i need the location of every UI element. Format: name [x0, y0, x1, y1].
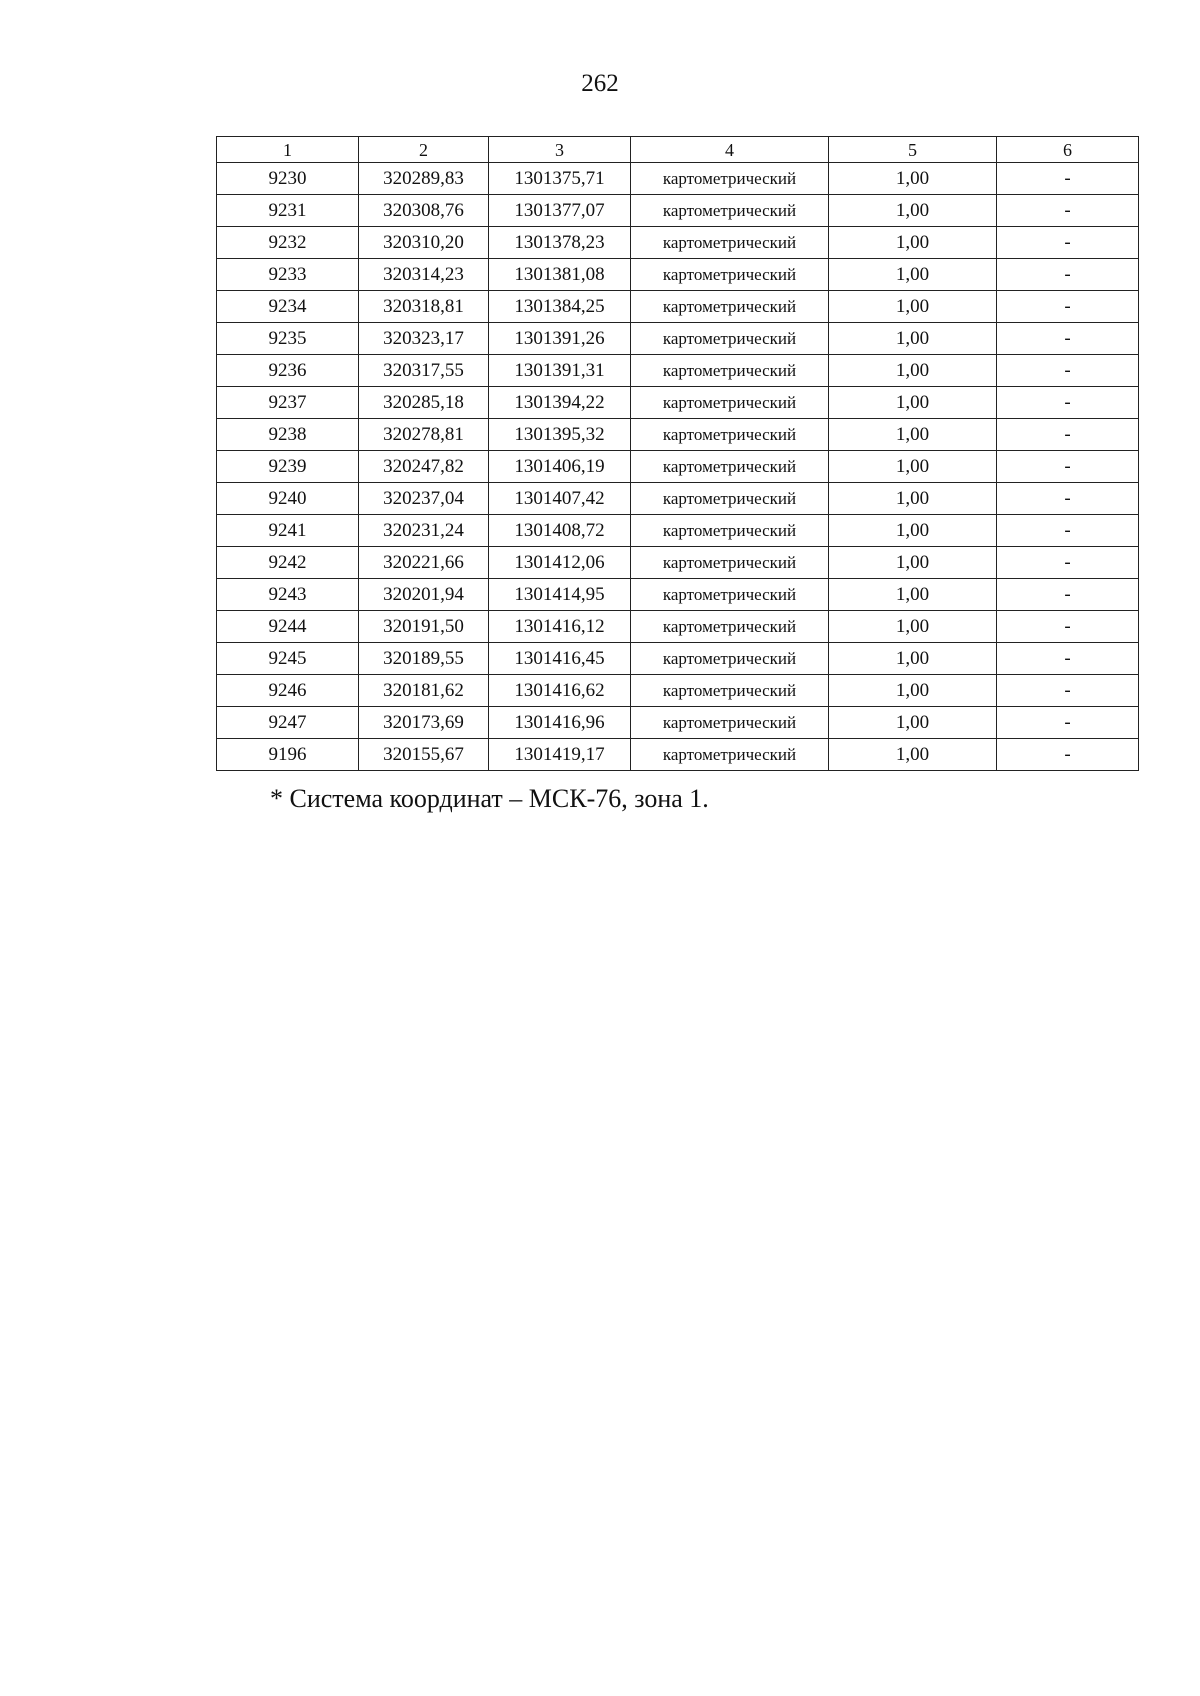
y-coordinate-cell: 1301416,96 — [489, 707, 631, 739]
accuracy-cell: 1,00 — [829, 259, 997, 291]
point-number-cell: 9245 — [217, 643, 359, 675]
point-number-cell: 9239 — [217, 451, 359, 483]
x-coordinate-cell: 320323,17 — [359, 323, 489, 355]
table-row — [217, 451, 1139, 483]
y-coordinate-cell: 1301407,42 — [489, 483, 631, 515]
method-cell: картометрический — [631, 675, 829, 707]
accuracy-cell: 1,00 — [829, 515, 997, 547]
point-number-cell: 9242 — [217, 547, 359, 579]
accuracy-cell: 1,00 — [829, 675, 997, 707]
point-number-cell: 9241 — [217, 515, 359, 547]
description-cell: - — [997, 227, 1139, 259]
x-coordinate-cell: 320289,83 — [359, 163, 489, 195]
table-row — [217, 227, 1139, 259]
accuracy-cell: 1,00 — [829, 323, 997, 355]
description-cell: - — [997, 675, 1139, 707]
table-row — [217, 355, 1139, 387]
coordinates-table — [216, 136, 1139, 771]
y-coordinate-cell: 1301391,26 — [489, 323, 631, 355]
table-body — [217, 163, 1139, 771]
accuracy-cell: 1,00 — [829, 387, 997, 419]
table-row — [217, 195, 1139, 227]
y-coordinate-cell: 1301395,32 — [489, 419, 631, 451]
x-coordinate-cell: 320308,76 — [359, 195, 489, 227]
accuracy-cell: 1,00 — [829, 195, 997, 227]
x-coordinate-cell: 320181,62 — [359, 675, 489, 707]
x-coordinate-cell: 320191,50 — [359, 611, 489, 643]
description-cell: - — [997, 643, 1139, 675]
description-cell: - — [997, 355, 1139, 387]
x-coordinate-cell: 320237,04 — [359, 483, 489, 515]
table-row — [217, 611, 1139, 643]
table-row — [217, 163, 1139, 195]
accuracy-cell: 1,00 — [829, 739, 997, 771]
table-row — [217, 547, 1139, 579]
point-number-cell: 9247 — [217, 707, 359, 739]
point-number-cell: 9238 — [217, 419, 359, 451]
table-header-row — [217, 137, 1139, 163]
x-coordinate-cell: 320285,18 — [359, 387, 489, 419]
description-cell: - — [997, 387, 1139, 419]
y-coordinate-cell: 1301381,08 — [489, 259, 631, 291]
x-coordinate-cell: 320318,81 — [359, 291, 489, 323]
x-coordinate-cell: 320201,94 — [359, 579, 489, 611]
description-cell: - — [997, 195, 1139, 227]
method-cell: картометрический — [631, 707, 829, 739]
point-number-cell: 9232 — [217, 227, 359, 259]
accuracy-cell: 1,00 — [829, 611, 997, 643]
description-cell: - — [997, 739, 1139, 771]
point-number-cell: 9236 — [217, 355, 359, 387]
x-coordinate-cell: 320231,24 — [359, 515, 489, 547]
y-coordinate-cell: 1301412,06 — [489, 547, 631, 579]
point-number-cell: 9243 — [217, 579, 359, 611]
x-coordinate-cell: 320314,23 — [359, 259, 489, 291]
description-cell: - — [997, 291, 1139, 323]
point-number-cell: 9233 — [217, 259, 359, 291]
table-row — [217, 387, 1139, 419]
y-coordinate-cell: 1301384,25 — [489, 291, 631, 323]
y-coordinate-cell: 1301419,17 — [489, 739, 631, 771]
description-cell: - — [997, 707, 1139, 739]
y-coordinate-cell: 1301416,45 — [489, 643, 631, 675]
method-cell: картометрический — [631, 323, 829, 355]
table-row — [217, 675, 1139, 707]
x-coordinate-cell: 320173,69 — [359, 707, 489, 739]
description-cell: - — [997, 579, 1139, 611]
y-coordinate-cell: 1301375,71 — [489, 163, 631, 195]
x-coordinate-cell: 320155,67 — [359, 739, 489, 771]
table-row — [217, 643, 1139, 675]
column-header: 2 — [359, 137, 489, 163]
accuracy-cell: 1,00 — [829, 291, 997, 323]
x-coordinate-cell: 320310,20 — [359, 227, 489, 259]
description-cell: - — [997, 547, 1139, 579]
y-coordinate-cell: 1301414,95 — [489, 579, 631, 611]
point-number-cell: 9196 — [217, 739, 359, 771]
method-cell: картометрический — [631, 291, 829, 323]
table-row — [217, 259, 1139, 291]
point-number-cell: 9230 — [217, 163, 359, 195]
x-coordinate-cell: 320189,55 — [359, 643, 489, 675]
table-row — [217, 579, 1139, 611]
y-coordinate-cell: 1301394,22 — [489, 387, 631, 419]
method-cell: картометрический — [631, 387, 829, 419]
column-header: 3 — [489, 137, 631, 163]
description-cell: - — [997, 259, 1139, 291]
description-cell: - — [997, 323, 1139, 355]
y-coordinate-cell: 1301377,07 — [489, 195, 631, 227]
accuracy-cell: 1,00 — [829, 547, 997, 579]
table-row — [217, 739, 1139, 771]
x-coordinate-cell: 320221,66 — [359, 547, 489, 579]
method-cell: картометрический — [631, 259, 829, 291]
table-row — [217, 323, 1139, 355]
method-cell: картометрический — [631, 547, 829, 579]
accuracy-cell: 1,00 — [829, 227, 997, 259]
accuracy-cell: 1,00 — [829, 451, 997, 483]
accuracy-cell: 1,00 — [829, 419, 997, 451]
table-row — [217, 515, 1139, 547]
method-cell: картометрический — [631, 579, 829, 611]
y-coordinate-cell: 1301406,19 — [489, 451, 631, 483]
x-coordinate-cell: 320247,82 — [359, 451, 489, 483]
description-cell: - — [997, 451, 1139, 483]
point-number-cell: 9231 — [217, 195, 359, 227]
column-header: 1 — [217, 137, 359, 163]
point-number-cell: 9234 — [217, 291, 359, 323]
method-cell: картометрический — [631, 515, 829, 547]
column-header: 4 — [631, 137, 829, 163]
x-coordinate-cell: 320317,55 — [359, 355, 489, 387]
accuracy-cell: 1,00 — [829, 643, 997, 675]
point-number-cell: 9244 — [217, 611, 359, 643]
point-number-cell: 9240 — [217, 483, 359, 515]
column-header: 6 — [997, 137, 1139, 163]
method-cell: картометрический — [631, 195, 829, 227]
description-cell: - — [997, 515, 1139, 547]
page-number: 262 — [581, 70, 619, 97]
method-cell: картометрический — [631, 451, 829, 483]
method-cell: картометрический — [631, 419, 829, 451]
accuracy-cell: 1,00 — [829, 483, 997, 515]
method-cell: картометрический — [631, 611, 829, 643]
y-coordinate-cell: 1301416,62 — [489, 675, 631, 707]
table-row — [217, 291, 1139, 323]
point-number-cell: 9235 — [217, 323, 359, 355]
y-coordinate-cell: 1301416,12 — [489, 611, 631, 643]
table-row — [217, 707, 1139, 739]
coordinate-system-footnote: * Система координат – МСК-76, зона 1. — [270, 784, 709, 813]
description-cell: - — [997, 611, 1139, 643]
method-cell: картометрический — [631, 483, 829, 515]
table-row — [217, 419, 1139, 451]
point-number-cell: 9246 — [217, 675, 359, 707]
accuracy-cell: 1,00 — [829, 707, 997, 739]
method-cell: картометрический — [631, 739, 829, 771]
y-coordinate-cell: 1301378,23 — [489, 227, 631, 259]
accuracy-cell: 1,00 — [829, 163, 997, 195]
accuracy-cell: 1,00 — [829, 355, 997, 387]
method-cell: картометрический — [631, 355, 829, 387]
method-cell: картометрический — [631, 227, 829, 259]
x-coordinate-cell: 320278,81 — [359, 419, 489, 451]
accuracy-cell: 1,00 — [829, 579, 997, 611]
table-row — [217, 483, 1139, 515]
column-header: 5 — [829, 137, 997, 163]
method-cell: картометрический — [631, 163, 829, 195]
description-cell: - — [997, 419, 1139, 451]
point-number-cell: 9237 — [217, 387, 359, 419]
description-cell: - — [997, 483, 1139, 515]
method-cell: картометрический — [631, 643, 829, 675]
description-cell: - — [997, 163, 1139, 195]
y-coordinate-cell: 1301408,72 — [489, 515, 631, 547]
y-coordinate-cell: 1301391,31 — [489, 355, 631, 387]
